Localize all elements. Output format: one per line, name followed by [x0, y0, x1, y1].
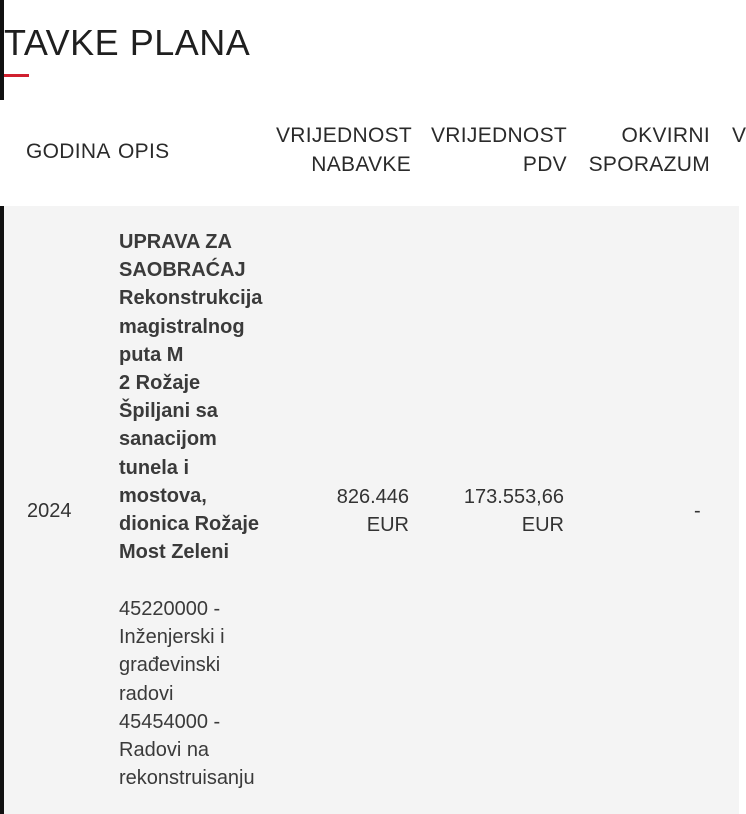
header-okvirni-sporazum[interactable]: [586, 121, 710, 179]
opis-code-line: Inženjerski i: [119, 626, 225, 649]
opis-title-line: puta M: [119, 343, 184, 366]
opis-title-line: magistralnog: [119, 315, 245, 338]
header-godina[interactable]: GODINA: [26, 140, 111, 163]
table-header: [0, 100, 746, 206]
opis-code-line: 45220000 -: [119, 598, 221, 620]
vrijednost-nabavke-amount: 826.446: [336, 486, 409, 508]
opis-code-line: radovi: [119, 682, 174, 705]
vrijednost-pdv-currency: EUR: [521, 514, 564, 536]
header-vrijednost-pdv[interactable]: [430, 121, 567, 179]
cell-opis-codes: [119, 595, 289, 792]
title-accent-underline: [4, 74, 29, 77]
opis-title-line: SAOBRAĆAJ: [119, 259, 246, 282]
opis-title-line: tunela i: [119, 456, 190, 479]
section-title: TAVKE PLANA: [4, 22, 251, 63]
header-okvirni-sporazum-line1: OKVIRNI: [621, 124, 710, 147]
opis-code-line: rekonstruisanju: [119, 767, 255, 790]
opis-code-line: Radovi na: [119, 739, 210, 762]
table-row[interactable]: [4, 206, 739, 814]
opis-title-line: Rekonstrukcija: [119, 287, 263, 310]
vrijednost-pdv-amount: 173.553,66: [463, 486, 564, 508]
header-vrijednost-nabavke-line2: NABAVKE: [311, 153, 411, 176]
opis-title-line: mostova,: [119, 484, 207, 507]
opis-code-line: građevinski: [119, 654, 221, 677]
opis-title-line: 2 Rožaje: [119, 372, 201, 395]
opis-title-line: Špiljani sa: [119, 400, 218, 423]
header-opis[interactable]: OPIS: [118, 140, 170, 163]
opis-title-line: sanacijom: [119, 428, 217, 451]
cell-vrijednost-nabavke: [294, 483, 409, 539]
header-vrijednost-nabavke[interactable]: [276, 121, 411, 179]
header-vrijednost-pdv-line1: VRIJEDNOST: [430, 124, 567, 147]
vrijednost-nabavke-currency: EUR: [366, 514, 409, 536]
cell-okvirni-sporazum: -: [694, 500, 701, 522]
cell-opis-title[interactable]: [119, 228, 289, 566]
cell-godina: 2024: [27, 500, 72, 522]
header-vrijednost-nabavke-line1: VRIJEDNOST: [276, 124, 413, 147]
opis-title-line: Most Zeleni: [119, 541, 230, 564]
opis-code-line: 45454000 -: [119, 710, 221, 733]
header-truncated-column[interactable]: V: [732, 124, 746, 147]
header-vrijednost-pdv-line2: PDV: [522, 153, 567, 176]
cell-vrijednost-pdv: [434, 483, 564, 539]
opis-title-line: dionica Rožaje: [119, 513, 260, 536]
opis-title-line: UPRAVA ZA: [119, 231, 232, 253]
header-okvirni-sporazum-line2: SPORAZUM: [588, 153, 710, 176]
